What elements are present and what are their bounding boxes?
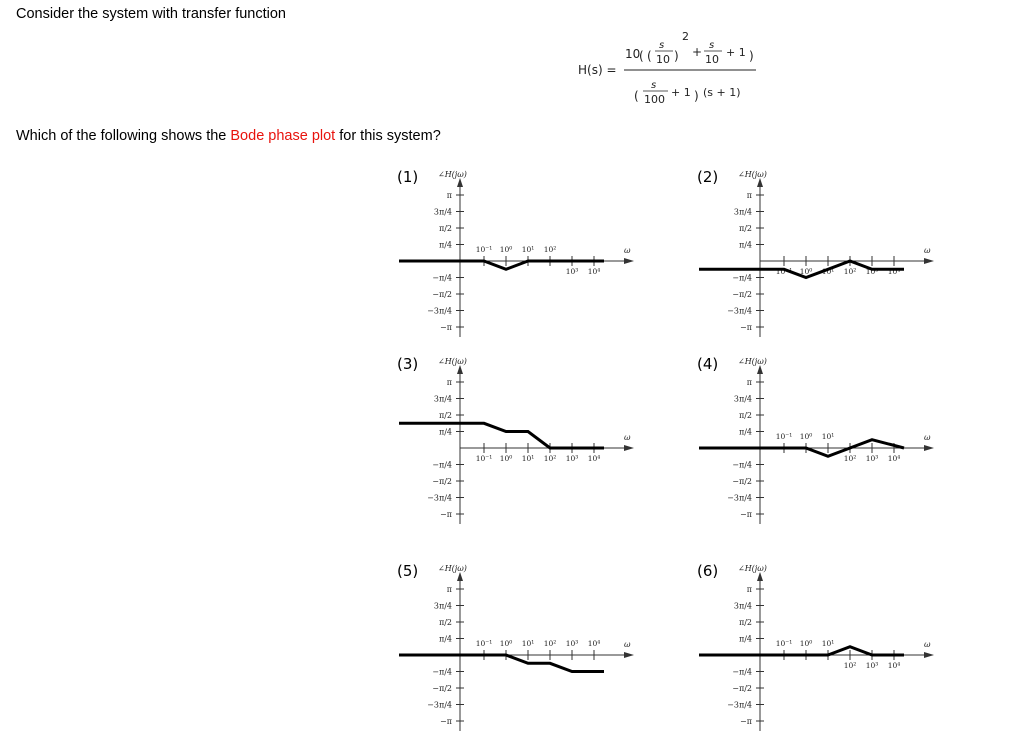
x-axis-label: ω bbox=[924, 246, 931, 255]
y-tick-label: −π/2 bbox=[732, 684, 752, 693]
bode-plot-2[interactable] bbox=[696, 165, 936, 345]
x-tick-label: 10⁻¹ bbox=[775, 267, 793, 276]
y-tick-label: π bbox=[746, 191, 752, 200]
formula-num-coeff: 10 bbox=[625, 47, 641, 61]
x-axis-label: ω bbox=[624, 433, 631, 442]
formula-outer-paren-left: ( bbox=[639, 49, 644, 63]
x-tick-label: 10³ bbox=[565, 454, 579, 463]
formula-den-tail: (s + 1) bbox=[703, 86, 741, 99]
y-tick-label: −π/2 bbox=[432, 290, 452, 299]
y-tick-label: π/4 bbox=[738, 427, 752, 437]
x-tick-label: 10⁴ bbox=[887, 454, 901, 463]
y-tick-label: −π bbox=[740, 323, 752, 332]
option-label-3: (3) bbox=[397, 355, 419, 373]
y-tick-label: π/4 bbox=[738, 240, 752, 250]
x-tick-label: 10⁰ bbox=[799, 267, 813, 276]
y-tick-label: −3π/4 bbox=[427, 306, 452, 316]
formula-num-plus-a: + bbox=[692, 45, 703, 59]
x-axis-arrow bbox=[624, 652, 634, 658]
x-tick-label: 10⁻¹ bbox=[475, 245, 493, 254]
y-tick-label: 3π/4 bbox=[733, 601, 752, 611]
y-axis-label: ∠H(jω) bbox=[438, 170, 467, 179]
bode-plot-3[interactable] bbox=[396, 352, 636, 532]
x-tick-label: 10⁴ bbox=[887, 267, 901, 276]
formula-den-s: s bbox=[651, 80, 657, 91]
prompt-text-after: for this system? bbox=[335, 128, 441, 144]
x-tick-label: 10¹ bbox=[821, 267, 835, 276]
x-axis-arrow bbox=[924, 652, 934, 658]
y-tick-label: 3π/4 bbox=[433, 601, 452, 611]
x-tick-label: 10³ bbox=[865, 661, 879, 670]
plot-canvas bbox=[696, 559, 936, 739]
formula-num-ten-a: 10 bbox=[656, 53, 670, 66]
transfer-function-formula bbox=[572, 28, 772, 114]
y-tick-label: 3π/4 bbox=[733, 207, 752, 217]
y-tick-label: −π bbox=[740, 717, 752, 726]
x-tick-label: 10⁴ bbox=[587, 267, 601, 276]
bode-plot-5[interactable] bbox=[396, 559, 636, 739]
option-label-4: (4) bbox=[697, 355, 719, 373]
x-axis-label: ω bbox=[624, 640, 631, 649]
y-tick-label: π/2 bbox=[438, 618, 452, 627]
y-axis-arrow bbox=[757, 572, 763, 581]
x-tick-label: 10⁻¹ bbox=[475, 639, 493, 648]
x-axis-arrow bbox=[924, 258, 934, 264]
x-tick-label: 10¹ bbox=[521, 454, 535, 463]
x-axis-label: ω bbox=[924, 433, 931, 442]
y-tick-label: −π/2 bbox=[732, 290, 752, 299]
x-axis-label: ω bbox=[624, 246, 631, 255]
y-tick-label: π bbox=[446, 191, 452, 200]
x-tick-label: 10⁰ bbox=[499, 454, 513, 463]
x-tick-label: 10¹ bbox=[821, 432, 835, 441]
y-tick-label: π/4 bbox=[438, 634, 452, 644]
y-tick-label: π bbox=[446, 585, 452, 594]
phase-curve bbox=[399, 423, 604, 448]
formula-num-ten-b: 10 bbox=[705, 53, 719, 66]
y-tick-label: −3π/4 bbox=[427, 493, 452, 503]
formula-lhs: H(s) = bbox=[578, 63, 617, 77]
x-tick-label: 10⁴ bbox=[887, 661, 901, 670]
y-tick-label: −π/4 bbox=[432, 460, 452, 470]
y-axis-label: ∠H(jω) bbox=[438, 564, 467, 573]
y-tick-label: 3π/4 bbox=[733, 394, 752, 404]
x-axis-arrow bbox=[624, 445, 634, 451]
y-tick-label: π/2 bbox=[738, 224, 752, 233]
x-tick-label: 10³ bbox=[565, 267, 579, 276]
option-label-5: (5) bbox=[397, 562, 419, 580]
y-axis-arrow bbox=[457, 178, 463, 187]
x-tick-label: 10³ bbox=[865, 454, 879, 463]
formula-num-s2: s bbox=[709, 40, 715, 51]
formula-outer-paren-right: ) bbox=[749, 49, 754, 63]
bode-plot-4[interactable] bbox=[696, 352, 936, 532]
formula-inner-paren-right: ) bbox=[674, 49, 679, 63]
x-tick-label: 10³ bbox=[565, 639, 579, 648]
y-tick-label: π/4 bbox=[438, 240, 452, 250]
y-tick-label: π/2 bbox=[738, 411, 752, 420]
x-tick-label: 10⁰ bbox=[799, 639, 813, 648]
y-tick-label: π bbox=[746, 585, 752, 594]
y-tick-label: 3π/4 bbox=[433, 394, 452, 404]
plot-canvas bbox=[396, 352, 636, 532]
y-tick-label: −π/4 bbox=[732, 667, 752, 677]
formula-inner-paren-left: ( bbox=[647, 49, 652, 63]
formula-den-paren-left: ( bbox=[634, 89, 639, 103]
x-tick-label: 10² bbox=[843, 454, 857, 463]
formula-den-plus-one: + 1 bbox=[671, 86, 691, 99]
y-tick-label: −π bbox=[740, 510, 752, 519]
formula-num-s: s bbox=[659, 40, 665, 51]
bode-plot-6[interactable] bbox=[696, 559, 936, 739]
y-tick-label: −π/2 bbox=[432, 477, 452, 486]
y-tick-label: −π/4 bbox=[732, 273, 752, 283]
x-axis-label: ω bbox=[924, 640, 931, 649]
option-label-1: (1) bbox=[397, 168, 419, 186]
y-tick-label: −π/2 bbox=[432, 684, 452, 693]
y-tick-label: 3π/4 bbox=[433, 207, 452, 217]
y-tick-label: −π/2 bbox=[732, 477, 752, 486]
y-tick-label: −π/4 bbox=[432, 273, 452, 283]
x-tick-label: 10¹ bbox=[821, 639, 835, 648]
y-tick-label: π/2 bbox=[438, 224, 452, 233]
y-axis-label: ∠H(jω) bbox=[738, 170, 767, 179]
x-tick-label: 10⁴ bbox=[587, 454, 601, 463]
x-tick-label: 10⁻¹ bbox=[775, 639, 793, 648]
y-tick-label: π/4 bbox=[738, 634, 752, 644]
formula-den-hundred: 100 bbox=[644, 93, 665, 106]
y-tick-label: −3π/4 bbox=[727, 306, 752, 316]
x-axis-arrow bbox=[624, 258, 634, 264]
plot-canvas bbox=[396, 559, 636, 739]
y-tick-label: −π bbox=[440, 717, 452, 726]
phase-curve bbox=[399, 655, 604, 672]
y-tick-label: −π/4 bbox=[732, 460, 752, 470]
y-tick-label: −3π/4 bbox=[727, 700, 752, 710]
formula-num-exp: 2 bbox=[682, 30, 689, 43]
plot-canvas bbox=[696, 165, 936, 345]
plot-canvas bbox=[396, 165, 636, 345]
x-tick-label: 10² bbox=[543, 639, 557, 648]
y-tick-label: −3π/4 bbox=[427, 700, 452, 710]
x-tick-label: 10⁰ bbox=[799, 432, 813, 441]
question-prompt bbox=[16, 128, 441, 144]
y-tick-label: π bbox=[446, 378, 452, 387]
option-label-2: (2) bbox=[697, 168, 719, 186]
x-tick-label: 10⁰ bbox=[499, 245, 513, 254]
y-tick-label: π/2 bbox=[738, 618, 752, 627]
x-tick-label: 10¹ bbox=[521, 639, 535, 648]
y-axis-label: ∠H(jω) bbox=[738, 357, 767, 366]
x-tick-label: 10⁻¹ bbox=[775, 432, 793, 441]
x-tick-label: 10⁻¹ bbox=[475, 454, 493, 463]
y-axis-label: ∠H(jω) bbox=[438, 357, 467, 366]
bode-plot-1[interactable] bbox=[396, 165, 636, 345]
y-tick-label: −3π/4 bbox=[727, 493, 752, 503]
y-axis-arrow bbox=[757, 178, 763, 187]
option-label-6: (6) bbox=[697, 562, 719, 580]
y-tick-label: π bbox=[746, 378, 752, 387]
formula-den-paren-right: ) bbox=[694, 89, 699, 103]
question-intro: Consider the system with transfer function bbox=[16, 6, 286, 22]
formula-num-plus-one: + 1 bbox=[726, 46, 746, 59]
y-axis-arrow bbox=[457, 365, 463, 374]
y-tick-label: π/2 bbox=[438, 411, 452, 420]
y-axis-label: ∠H(jω) bbox=[738, 564, 767, 573]
x-tick-label: 10³ bbox=[865, 267, 879, 276]
x-axis-arrow bbox=[924, 445, 934, 451]
y-tick-label: π/4 bbox=[438, 427, 452, 437]
x-tick-label: 10² bbox=[843, 661, 857, 670]
prompt-text-before: Which of the following shows the bbox=[16, 128, 231, 144]
x-tick-label: 10⁴ bbox=[587, 639, 601, 648]
y-tick-label: −π bbox=[440, 510, 452, 519]
x-tick-label: 10² bbox=[543, 245, 557, 254]
y-tick-label: −π bbox=[440, 323, 452, 332]
plot-canvas bbox=[696, 352, 936, 532]
x-tick-label: 10² bbox=[843, 267, 857, 276]
y-axis-arrow bbox=[457, 572, 463, 581]
x-tick-label: 10² bbox=[543, 454, 557, 463]
x-tick-label: 10⁰ bbox=[499, 639, 513, 648]
y-axis-arrow bbox=[757, 365, 763, 374]
x-tick-label: 10¹ bbox=[521, 245, 535, 254]
prompt-highlight: Bode phase plot bbox=[230, 128, 336, 144]
y-tick-label: −π/4 bbox=[432, 667, 452, 677]
